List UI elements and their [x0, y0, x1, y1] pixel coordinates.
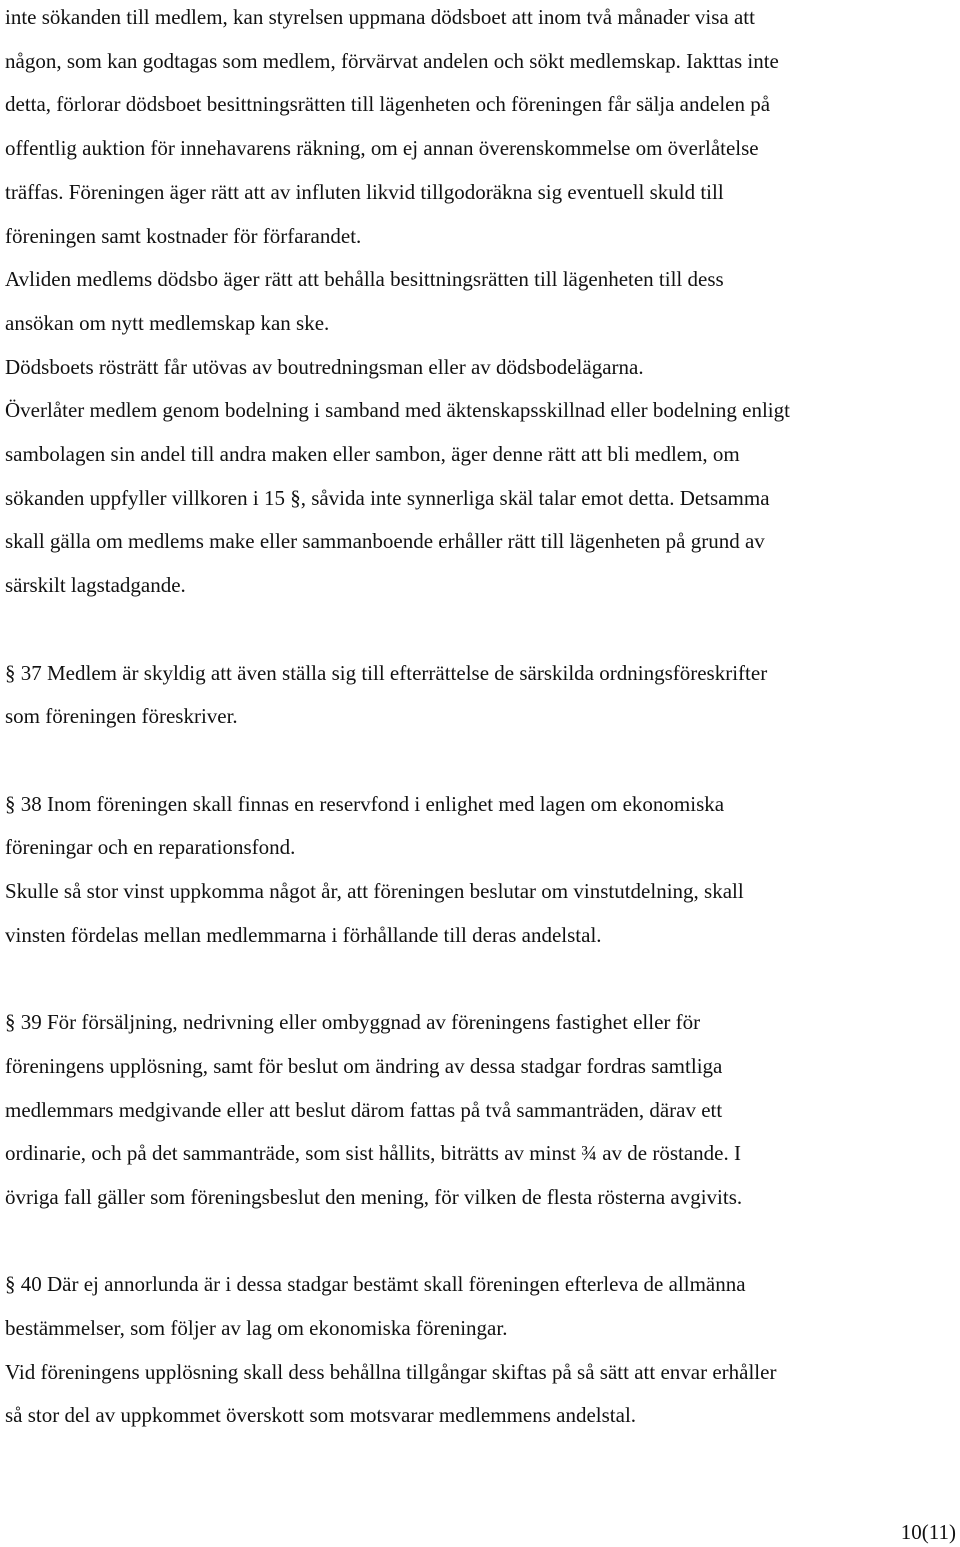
text-line: Överlåter medlem genom bodelning i samband med äktenskapsskillnad eller bodelning enligt — [5, 398, 790, 423]
text-line: någon, som kan godtagas som medlem, förvärvat andelen och sökt medlemskap. Iakttas inte — [5, 48, 779, 73]
text-line: föreningens upplösning, samt för beslut om ändring av dessa stadgar fordras samtliga — [5, 1053, 723, 1078]
text-line: sambolagen sin andel till andra maken eller sambon, äger denne rätt att bli medlem, om — [5, 442, 740, 467]
section-symbol: § — [5, 1010, 16, 1035]
paragraph-gap — [5, 957, 955, 1001]
document-body — [5, 0, 955, 1438]
text-line: Dödsboets rösträtt får utövas av boutredningsman eller av dödsbodelägarna. — [5, 354, 644, 379]
text-line: träffas. Föreningen äger rätt att av influten likvid tillgodoräkna sig eventuell skuld till — [5, 179, 724, 204]
text-line: föreningen samt kostnader för förfarandet. — [5, 223, 362, 248]
text-line: föreningar och en reparationsfond. — [5, 835, 296, 860]
text-line: övriga fall gäller som föreningsbeslut den mening, för vilken de flesta rösterna avgivits. — [5, 1184, 743, 1209]
section-symbol: § — [5, 660, 16, 685]
text-line: Skulle så stor vinst uppkomma något år, att föreningen beslutar om vinstutdelning, skall — [5, 879, 744, 904]
section-text: Medlem är skyldig att även ställa sig till efterrättelse de särskilda ordningsföreskrifter — [41, 660, 768, 685]
section-number: 40 — [20, 1272, 42, 1297]
text-line: Vid föreningens upplösning skall dess behållna tillgångar skiftas på så sätt att envar erhåller — [5, 1359, 777, 1384]
paragraph-gap — [5, 1220, 955, 1264]
text-line: skall gälla om medlems make eller sammanboende erhåller rätt till lägenheten på grund av — [5, 529, 765, 554]
text-line: så stor del av uppkommet överskott som motsvarar medlemmens andelstal. — [5, 1403, 637, 1428]
section-38 — [5, 783, 955, 827]
text-line: vinsten fördelas mellan medlemmarna i förhållande till deras andelstal. — [5, 922, 602, 947]
section-number: 39 — [20, 1010, 42, 1035]
text-line: medlemmars medgivande eller att beslut därom fattas på två sammanträden, därav ett — [5, 1097, 723, 1122]
section-text: Där ej annorlunda är i dessa stadgar bestämt skall föreningen efterleva de allmänna — [41, 1272, 746, 1297]
text-line: offentlig auktion för innehavarens räkning, om ej annan överenskommelse om överlåtelse — [5, 136, 759, 161]
text-line: ordinarie, och på det sammanträde, som sist hållits, biträtts av minst ¾ av de röstande. I — [5, 1141, 741, 1166]
section-symbol: § — [5, 791, 16, 816]
text-line: inte sökanden till medlem, kan styrelsen uppmana dödsboet att inom två månader visa att — [5, 5, 755, 29]
paragraph-gap — [5, 608, 955, 652]
text-line: Avliden medlems dödsbo äger rätt att behålla besittningsrätten till lägenheten till dess — [5, 267, 724, 292]
section-symbol: § — [5, 1272, 16, 1297]
section-text: Inom föreningen skall finnas en reservfond i enlighet med lagen om ekonomiska — [41, 791, 725, 816]
text-line: särskilt lagstadgande. — [5, 573, 186, 598]
text-line: ansökan om nytt medlemskap kan ske. — [5, 310, 330, 335]
section-37 — [5, 652, 955, 696]
text-line: detta, förlorar dödsboet besittningsrätten till lägenheten och föreningen får sälja andelen på — [5, 92, 771, 117]
text-line: bestämmelser, som följer av lag om ekonomiska föreningar. — [5, 1316, 508, 1341]
paragraph-gap — [5, 739, 955, 783]
section-39 — [5, 1001, 955, 1045]
section-number: 38 — [20, 791, 42, 816]
section-text: För försäljning, nedrivning eller ombyggnad av föreningens fastighet eller för — [41, 1010, 701, 1035]
section-number: 37 — [20, 660, 42, 685]
section-40 — [5, 1263, 955, 1307]
page-number: 10(11) — [900, 1520, 956, 1544]
text-line: sökanden uppfyller villkoren i 15 §, såvida inte synnerliga skäl talar emot detta. Detsamma — [5, 485, 770, 510]
text-line: som föreningen föreskriver. — [5, 704, 238, 729]
